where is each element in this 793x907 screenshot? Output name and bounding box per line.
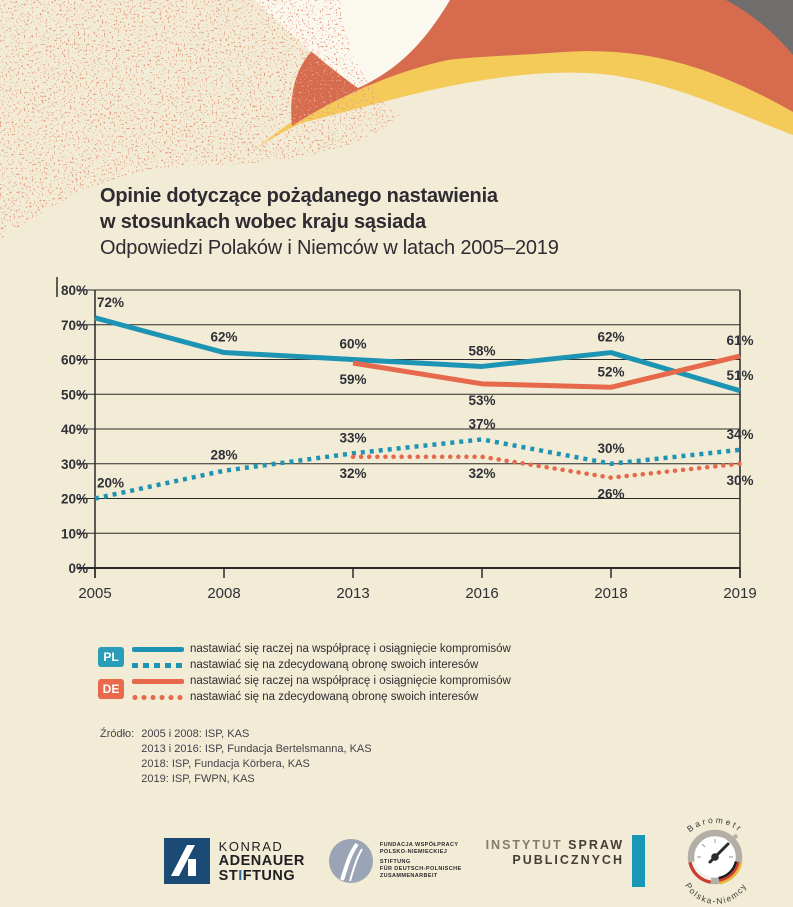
fwpn-text-line: ZUSAMMENARBEIT bbox=[379, 873, 438, 879]
value-label-de-defense: 26% bbox=[597, 486, 625, 502]
value-label-pl-defense: 20% bbox=[97, 475, 125, 491]
kas-blue-i: I bbox=[238, 867, 243, 884]
value-label-pl-cooperation: 58% bbox=[468, 343, 496, 359]
legend-label: nastawiać się raczej na współpracę i osiągnięcie kompromisów bbox=[190, 643, 511, 655]
value-label-de-cooperation: 61% bbox=[726, 333, 754, 349]
y-axis-label: 10% bbox=[60, 526, 88, 542]
value-label-pl-defense: 37% bbox=[468, 416, 496, 432]
de-dotted-line-swatch bbox=[132, 695, 184, 700]
y-axis-label: 70% bbox=[60, 317, 88, 333]
line-chart-canvas bbox=[0, 276, 793, 611]
chart-legend bbox=[98, 641, 511, 705]
barometr-top-text: Barometr bbox=[685, 814, 746, 834]
isp-text-line1: INSTYTUT SPRAW bbox=[485, 838, 624, 852]
value-label-pl-cooperation: 60% bbox=[339, 336, 367, 352]
value-label-de-cooperation: 59% bbox=[339, 371, 367, 387]
pl-solid-line-swatch bbox=[132, 647, 184, 652]
value-label-de-defense: 30% bbox=[726, 472, 754, 488]
kas-text-line3: STIFTUNG bbox=[218, 867, 296, 884]
isp-cyan-bar bbox=[632, 835, 645, 887]
source-line: 2013 i 2016: ISP, Fundacja Bertelsmanna, KAS bbox=[141, 743, 372, 755]
kas-text-line1: KONRAD bbox=[218, 838, 284, 854]
value-label-pl-defense: 33% bbox=[339, 430, 367, 446]
fwpn-text-line: FUNDACJA WSPÓŁPRACY bbox=[379, 842, 459, 848]
fwpn-text-line: POLSKO-NIEMIECKIEJ bbox=[379, 849, 448, 855]
y-axis-label: 20% bbox=[60, 491, 88, 507]
barometr-gauge bbox=[669, 813, 761, 905]
de-solid-line-swatch bbox=[132, 679, 184, 684]
value-label-pl-cooperation: 62% bbox=[210, 329, 238, 345]
gauge-crown bbox=[733, 834, 737, 838]
opinion-trend-chart bbox=[0, 276, 793, 616]
source-line: 2018: ISP, Fundacja Körbera, KAS bbox=[141, 758, 310, 770]
pl-badge: PL bbox=[98, 647, 124, 667]
kas-logo bbox=[164, 838, 305, 884]
legend-item bbox=[132, 673, 511, 689]
fwpn-logo-mark bbox=[329, 839, 373, 883]
legend-label: nastawiać się na zdecydowaną obronę swoich interesów bbox=[190, 691, 479, 703]
svg-text:Polska-Niemcy bbox=[683, 880, 749, 904]
isp-logo bbox=[486, 835, 645, 887]
fwpn-logo bbox=[329, 839, 462, 883]
y-axis-label: 30% bbox=[60, 456, 88, 472]
y-axis-label: 80% bbox=[60, 283, 88, 298]
x-axis-label: 2016 bbox=[465, 585, 499, 602]
value-label-de-defense: 32% bbox=[468, 465, 496, 481]
isp-text-line2: PUBLICZNYCH bbox=[512, 853, 624, 867]
chart-title bbox=[100, 183, 720, 261]
value-label-de-defense: 32% bbox=[339, 465, 367, 481]
x-axis-label: 2005 bbox=[78, 585, 112, 602]
value-label-pl-cooperation: 51% bbox=[726, 367, 754, 383]
x-axis-label: 2008 bbox=[207, 585, 241, 602]
kas-text-line2: ADENAUER bbox=[218, 852, 305, 869]
title-line-2: w stosunkach wobec kraju sąsiada bbox=[100, 211, 426, 233]
de-badge: DE bbox=[98, 679, 124, 699]
x-axis-label: 2019 bbox=[723, 585, 757, 602]
y-axis-label: 50% bbox=[60, 387, 88, 403]
source-line: 2019: ISP, FWPN, KAS bbox=[141, 773, 255, 785]
legend-item bbox=[132, 657, 511, 673]
legend-item bbox=[132, 641, 511, 657]
legend-label: nastawiać się raczej na współpracę i osiągnięcie kompromisów bbox=[190, 675, 511, 687]
title-line-3: Odpowiedzi Polaków i Niemców w latach 2005–2019 bbox=[100, 237, 559, 259]
y-axis-label: 60% bbox=[60, 352, 88, 368]
x-axis-label: 2018 bbox=[594, 585, 628, 602]
value-label-de-cooperation: 52% bbox=[597, 364, 625, 380]
source-note bbox=[100, 727, 372, 787]
fwpn-text-line: STIFTUNG bbox=[379, 859, 411, 865]
legend-item bbox=[132, 689, 511, 705]
source-line: 2005 i 2008: ISP, KAS bbox=[141, 728, 250, 740]
y-axis-label: 0% bbox=[68, 561, 88, 576]
barometr-logo bbox=[669, 813, 761, 907]
partner-logos bbox=[0, 815, 793, 907]
title-line-1: Opinie dotyczące pożądanego nastawienia bbox=[100, 185, 498, 207]
series-de-defense bbox=[353, 457, 740, 478]
fwpn-text-line: FÜR DEUTSCH-POLNISCHE bbox=[379, 866, 462, 872]
source-label: Źródło: bbox=[100, 728, 135, 740]
legend-label: nastawiać się na zdecydowaną obronę swoich interesów bbox=[190, 659, 479, 671]
value-label-pl-cooperation: 72% bbox=[97, 294, 125, 310]
barometr-bottom-text: Polska-Niemcy bbox=[683, 880, 749, 905]
x-axis-label: 2013 bbox=[336, 585, 370, 602]
y-axis-label: 40% bbox=[60, 422, 88, 437]
value-label-de-cooperation: 53% bbox=[468, 392, 496, 408]
value-label-pl-defense: 30% bbox=[597, 440, 625, 456]
pl-dashed-line-swatch bbox=[132, 663, 184, 668]
series-pl-defense bbox=[95, 439, 740, 498]
legend-group-pl bbox=[98, 641, 511, 673]
value-label-pl-defense: 28% bbox=[210, 447, 238, 463]
legend-group-de bbox=[98, 673, 511, 705]
value-label-pl-cooperation: 62% bbox=[597, 329, 625, 345]
value-label-pl-defense: 34% bbox=[726, 426, 754, 442]
kas-logo-mark bbox=[164, 838, 210, 884]
